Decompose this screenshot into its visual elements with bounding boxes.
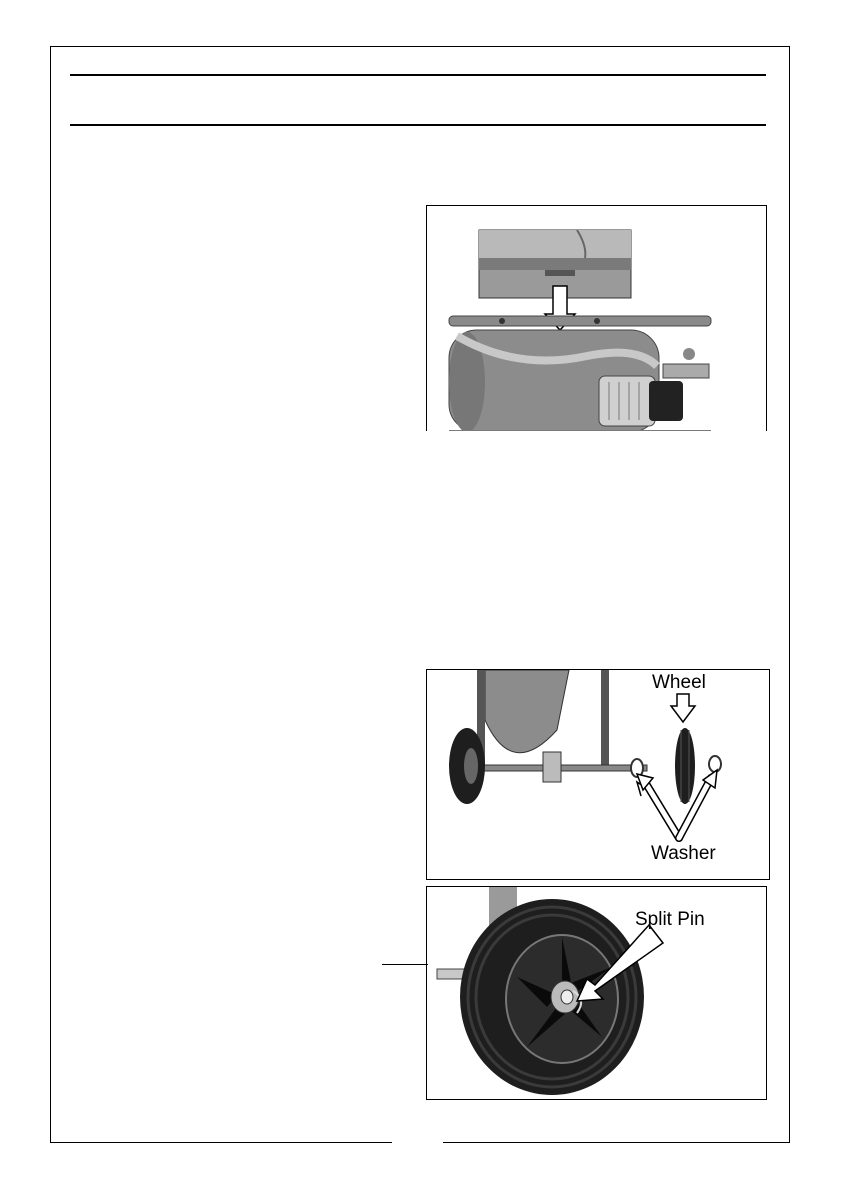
bottom-rule-right	[443, 1142, 789, 1143]
figure-wheel-assembly	[426, 669, 770, 880]
bottom-rule-left	[50, 1142, 392, 1143]
wheel-label: Wheel	[652, 672, 706, 693]
figure-handle-mounting	[426, 205, 767, 431]
split-pin-label: Split Pin	[635, 909, 705, 930]
washer-label: Washer	[651, 843, 716, 864]
figure-split-pin	[426, 886, 767, 1100]
wheel-assembly-illustration	[427, 670, 769, 879]
header-rule-bottom	[70, 124, 766, 126]
header-rule-top	[70, 74, 766, 76]
split-pin-illustration	[427, 887, 766, 1099]
leader-line	[382, 964, 428, 965]
handle-mounting-illustration	[427, 206, 766, 431]
